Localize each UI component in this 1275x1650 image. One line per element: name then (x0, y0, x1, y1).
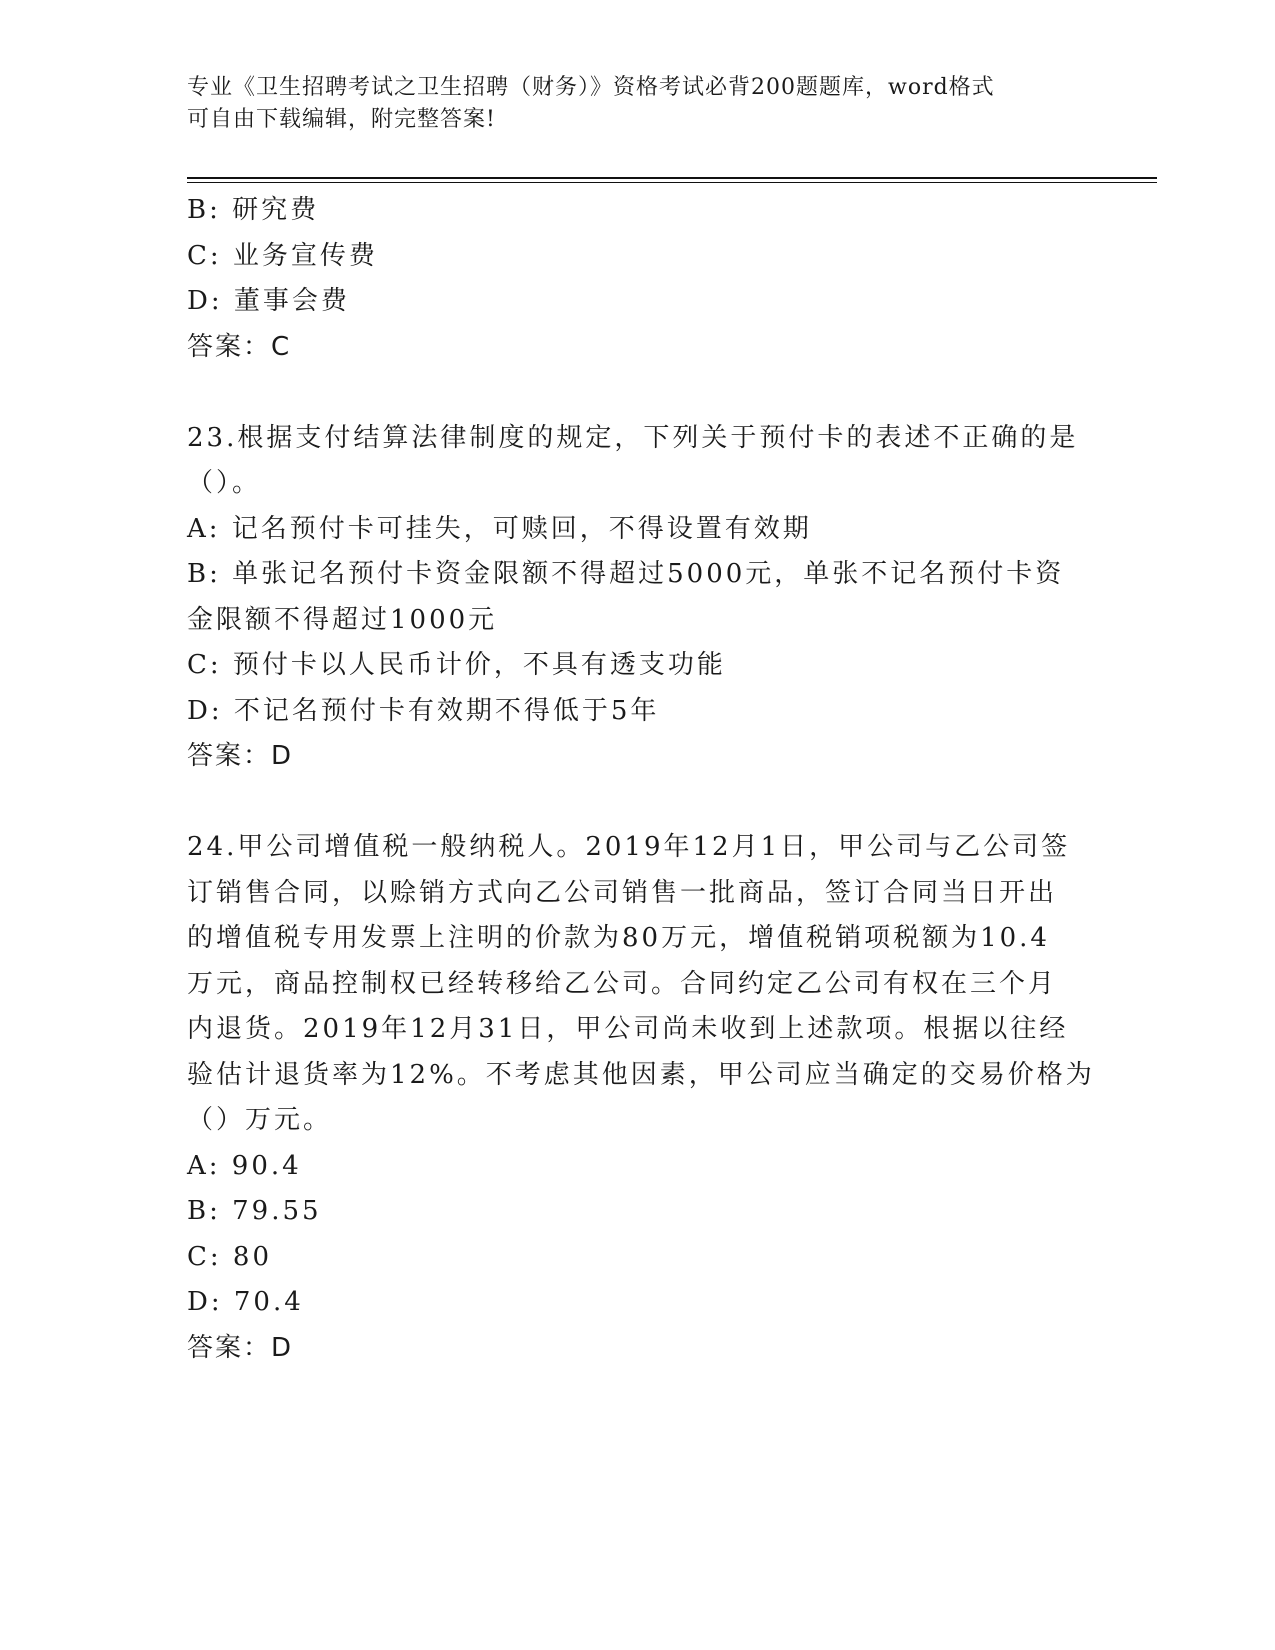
q24-option-a: A: 90.4 (187, 1150, 302, 1181)
q24-stem-line-6: 验估计退货率为12%。不考虑其他因素，甲公司应当确定的交易价格为 (187, 1059, 1095, 1090)
question-content (187, 188, 1095, 1371)
q24-stem-line-1: 24.甲公司增值税一般纳税人。2019年12月1日，甲公司与乙公司签 (187, 832, 1071, 862)
q24-answer: 答案：D (187, 1332, 294, 1363)
q23-option-b-line-1: B: 单张记名预付卡资金限额不得超过5000元，单张不记名预付卡资 (187, 559, 1065, 589)
q23-option-b-line-2: 金限额不得超过1000元 (187, 604, 498, 635)
q23-stem-line-1: 23.根据支付结算法律制度的规定，下列关于预付卡的表述不正确的是 (187, 422, 1079, 453)
spacer (187, 370, 1087, 416)
q24-stem-line-5: 内退货。2019年12月31日，甲公司尚未收到上述款项。根据以往经 (187, 1014, 1069, 1044)
header-divider-thin (187, 182, 1157, 183)
q22-answer: 答案：C (187, 331, 292, 362)
question-24-block (187, 825, 1095, 1371)
question-23-block (187, 416, 1087, 780)
q23-option-d: D: 不记名预付卡有效期不得低于5年 (187, 695, 660, 726)
spacer (187, 780, 1087, 826)
q24-stem-line-2: 订销售合同，以赊销方式向乙公司销售一批商品，签订合同当日开出 (187, 877, 1058, 908)
q24-stem-line-3: 的增值税专用发票上注明的价款为80万元，增值税销项税额为10.4 (187, 923, 1050, 953)
q24-stem-line-7: （）万元。 (187, 1105, 333, 1135)
q22-option-b: B: 研究费 (187, 195, 320, 225)
header-title-line-1: 专业《卫生招聘考试之卫生招聘（财务）》资格考试必背200题题库，word格式 (187, 75, 995, 100)
q24-option-d: D: 70.4 (187, 1287, 304, 1317)
q24-option-b: B: 79.55 (187, 1196, 322, 1226)
q23-answer: 答案：D (187, 741, 294, 771)
q24-option-c: C: 80 (187, 1241, 273, 1272)
q22-option-c: C: 业务宣传费 (187, 240, 378, 271)
q23-stem-line-2: （）。 (187, 468, 262, 498)
q22-option-d: D: 董事会费 (187, 286, 350, 316)
document-header (187, 72, 1087, 136)
header-title-line-2: 可自由下载编辑，附完整答案! (187, 107, 496, 132)
header-divider-thick (187, 177, 1157, 179)
q23-option-c: C: 预付卡以人民币计价，不具有透支功能 (187, 650, 726, 680)
q24-stem-line-4: 万元，商品控制权已经转移给乙公司。合同约定乙公司有权在三个月 (187, 968, 1058, 999)
question-22-block (187, 188, 1087, 370)
q23-option-a: A: 记名预付卡可挂失，可赎回，不得设置有效期 (187, 513, 812, 544)
